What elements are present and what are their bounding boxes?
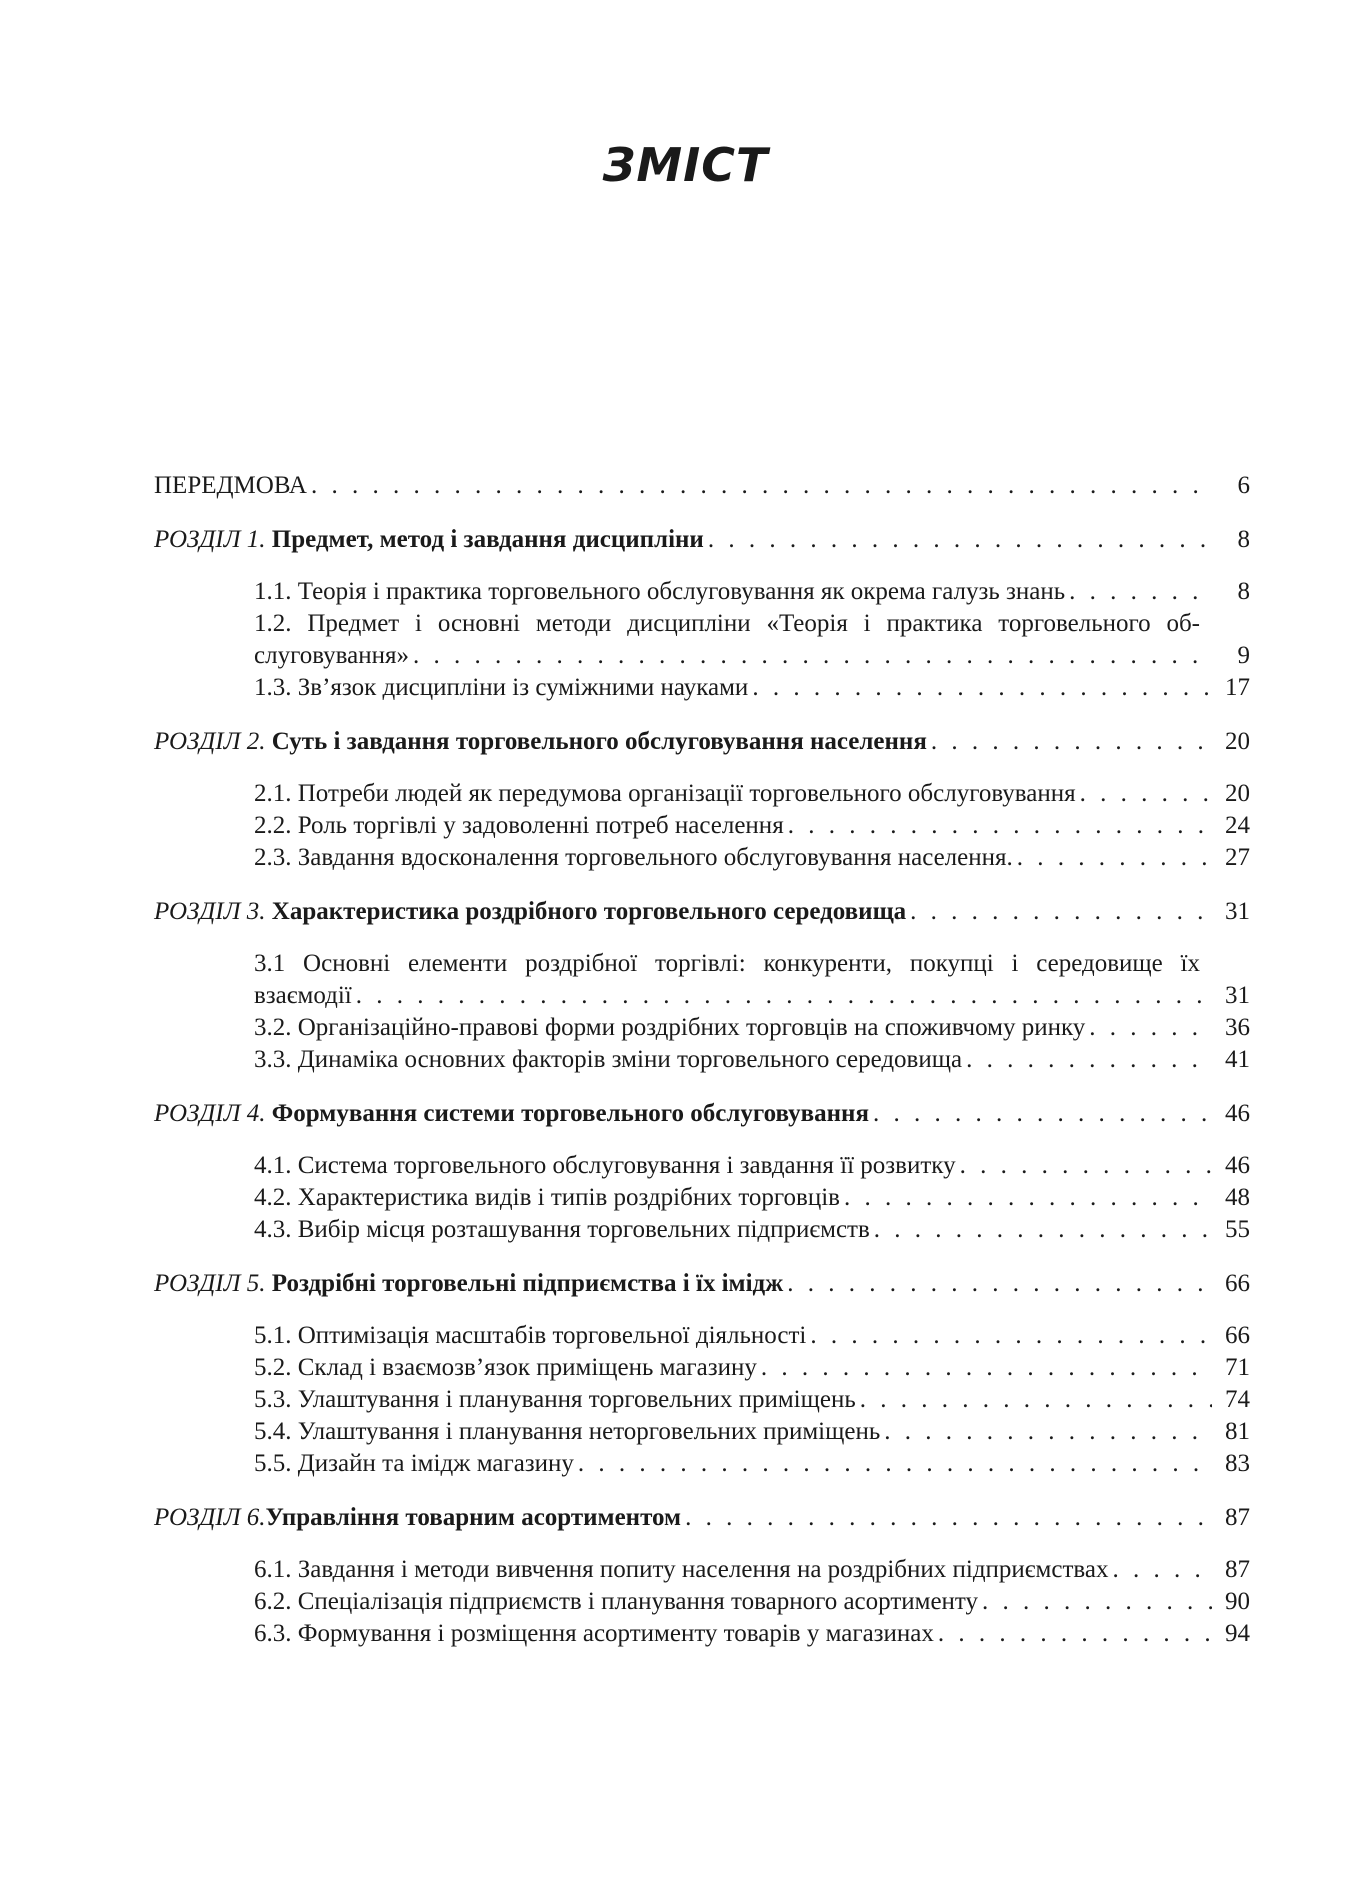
page-number: 71	[1225, 1354, 1250, 1381]
page-number: 36	[1225, 1014, 1250, 1041]
page-title: ЗМІСТ	[602, 138, 769, 192]
page-number: 48	[1225, 1184, 1250, 1211]
toc-chapter-2	[154, 726, 1250, 758]
dot-leader	[752, 672, 1212, 704]
toc-section	[154, 842, 1250, 874]
chapter-title: Роздрібні торговельні підприємства і їх імідж	[271, 1270, 784, 1297]
toc-section	[154, 672, 1250, 704]
chapter-title: Формування системи торговельного обслуговування	[271, 1100, 869, 1127]
section-title: 5.2. Склад і взаємозв’язок приміщень магазину	[254, 1354, 757, 1381]
page-number: 90	[1225, 1588, 1250, 1615]
toc-section	[154, 1618, 1250, 1650]
dot-leader	[1112, 1554, 1212, 1586]
dot-leader	[966, 1044, 1212, 1076]
chapter-title: Предмет, метод і завдання дисципліни	[271, 526, 704, 553]
dot-leader	[960, 1150, 1212, 1182]
section-title: 3.2. Організаційно-правові форми роздрібних торговців на споживчому ринку	[254, 1014, 1086, 1041]
toc-section	[154, 1554, 1250, 1586]
chapter-title: Суть і завдання торговельного обслуговування населення	[271, 728, 927, 755]
dot-leader	[810, 1320, 1212, 1352]
page-number: 17	[1225, 674, 1250, 701]
page-number: 41	[1225, 1046, 1250, 1073]
section-title: взаємодії	[254, 982, 352, 1009]
dot-leader	[1089, 1012, 1212, 1044]
toc-section	[154, 778, 1250, 810]
section-title: 2.3. Завдання вдосконалення торговельного обслуговування населення.	[254, 844, 1013, 871]
chapter-label: РОЗДІЛ 1.	[154, 526, 266, 553]
dot-leader	[1017, 842, 1212, 874]
preface-label: ПЕРЕДМОВА	[154, 472, 307, 499]
toc-chapter-3	[154, 896, 1250, 928]
section-title: 1.3. Зв’язок дисципліни із суміжними науками	[254, 674, 749, 701]
toc-chapter-5	[154, 1268, 1250, 1300]
page-number: 66	[1225, 1322, 1250, 1349]
toc-section	[154, 1448, 1250, 1480]
dot-leader	[685, 1502, 1212, 1534]
page-number: 27	[1225, 844, 1250, 871]
page-number: 9	[1237, 642, 1250, 669]
section-title: 2.2. Роль торгівлі у задоволенні потреб населення	[254, 812, 784, 839]
dot-leader	[931, 726, 1212, 758]
section-title: 5.1. Оптимізація масштабів торговельної діяльності	[254, 1322, 807, 1349]
dot-leader	[413, 640, 1212, 672]
toc-section	[154, 1586, 1250, 1618]
page-number: 46	[1225, 1152, 1250, 1179]
toc-section	[154, 640, 1250, 672]
section-title: 1.1. Теорія і практика торговельного обслуговування як окрема галузь знань	[254, 578, 1066, 605]
chapter-title: Характеристика роздрібного торговельного середовища	[271, 898, 907, 925]
dot-leader	[311, 470, 1212, 502]
toc-section	[154, 576, 1250, 608]
dot-leader	[860, 1384, 1212, 1416]
dot-leader	[1080, 778, 1212, 810]
toc-chapter-4	[154, 1098, 1250, 1130]
page-number: 31	[1225, 982, 1250, 1009]
section-title-line: 1.2. Предмет і основні методи дисципліни «Теорія і практика торговельного об-	[254, 610, 1200, 637]
page-number: 81	[1225, 1418, 1250, 1445]
toc-section	[154, 1012, 1250, 1044]
section-title: 2.1. Потреби людей як передумова організації торговельного обслуговування	[254, 780, 1076, 807]
section-title: 6.2. Спеціалізація підприємств і планування товарного асортименту	[254, 1588, 979, 1615]
page-number: 94	[1225, 1620, 1250, 1647]
chapter-title: Управління товарним асортиментом	[265, 1504, 682, 1531]
toc-section	[154, 1320, 1250, 1352]
chapter-label: РОЗДІЛ 3.	[154, 898, 266, 925]
toc-section	[154, 1214, 1250, 1246]
chapter-label: РОЗДІЛ 2.	[154, 728, 266, 755]
section-title: 5.4. Улаштування і планування неторговельних приміщень	[254, 1418, 881, 1445]
toc-section	[154, 1416, 1250, 1448]
page-number: 46	[1225, 1100, 1250, 1127]
section-title-line: 3.1 Основні елементи роздрібної торгівлі: конкуренти, покупці і середовище їх	[254, 950, 1200, 977]
dot-leader	[982, 1586, 1212, 1618]
dot-leader	[708, 524, 1212, 556]
dot-leader	[761, 1352, 1212, 1384]
page-number: 8	[1237, 578, 1250, 605]
section-title: 3.3. Динаміка основних факторів зміни торговельного середовища	[254, 1046, 963, 1073]
page-number: 55	[1225, 1216, 1250, 1243]
toc-section	[154, 980, 1250, 1012]
page-number: 87	[1225, 1556, 1250, 1583]
dot-leader	[874, 1214, 1212, 1246]
page-number: 20	[1225, 780, 1250, 807]
toc-section	[154, 1044, 1250, 1076]
dot-leader	[787, 1268, 1212, 1300]
toc-section	[154, 1150, 1250, 1182]
dot-leader	[356, 980, 1212, 1012]
dot-leader	[910, 896, 1212, 928]
page-number: 8	[1237, 526, 1250, 553]
toc-entry-preface	[154, 470, 1250, 502]
page-number: 83	[1225, 1450, 1250, 1477]
section-title: 6.1. Завдання і методи вивчення попиту населення на роздрібних підприємствах	[254, 1556, 1109, 1583]
dot-leader	[788, 810, 1212, 842]
section-title: 5.3. Улаштування і планування торговельних приміщень	[254, 1386, 856, 1413]
toc-chapter-6	[154, 1502, 1250, 1534]
page-number: 6	[1237, 472, 1250, 499]
toc-section	[154, 1352, 1250, 1384]
dot-leader	[844, 1182, 1212, 1214]
page-number: 66	[1225, 1270, 1250, 1297]
page-number: 20	[1225, 728, 1250, 755]
chapter-label: РОЗДІЛ 4.	[154, 1100, 266, 1127]
section-title: 6.3. Формування і розміщення асортименту товарів у магазинах	[254, 1620, 934, 1647]
toc-section	[154, 1384, 1250, 1416]
section-title: 4.2. Характеристика видів і типів роздрібних торговців	[254, 1184, 840, 1211]
section-title: 4.3. Вибір місця розташування торговельних підприємств	[254, 1216, 870, 1243]
toc-section	[154, 810, 1250, 842]
page-number: 87	[1225, 1504, 1250, 1531]
page-number: 24	[1225, 812, 1250, 839]
table-of-contents	[154, 470, 1250, 1650]
section-title: 4.1. Система торговельного обслуговування і завдання її розвитку	[254, 1152, 956, 1179]
toc-chapter-1	[154, 524, 1250, 556]
dot-leader	[938, 1618, 1212, 1650]
dot-leader	[873, 1098, 1212, 1130]
page-number: 31	[1225, 898, 1250, 925]
section-title: 5.5. Дизайн та імідж магазину	[254, 1450, 574, 1477]
section-title: слуговування»	[254, 642, 409, 669]
chapter-label: РОЗДІЛ 5.	[154, 1270, 266, 1297]
dot-leader	[884, 1416, 1212, 1448]
dot-leader	[578, 1448, 1212, 1480]
chapter-label: РОЗДІЛ 6.	[154, 1504, 266, 1531]
toc-section	[154, 1182, 1250, 1214]
dot-leader	[1069, 576, 1212, 608]
page-number: 74	[1225, 1386, 1250, 1413]
